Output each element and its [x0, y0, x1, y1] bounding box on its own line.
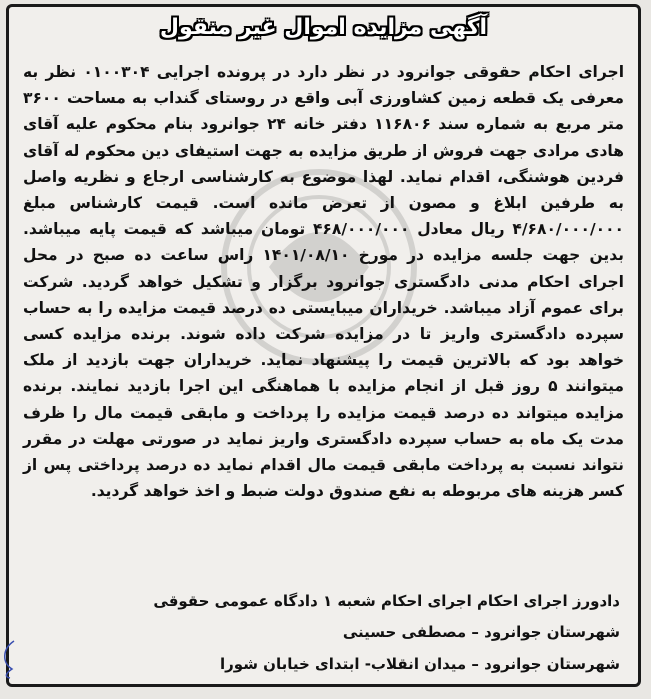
signature-line-1: دادورز اجرای احکام اجرای احکام شعبه ۱ دادگاه عمومی حقوقی: [153, 592, 620, 610]
notice-frame: [6, 4, 641, 687]
notice-title: آگهی مزایده اموال غیر منقول: [159, 15, 488, 40]
notice-header: [9, 13, 638, 42]
notice-body: اجرای احکام حقوقی جوانرود در نظر دارد در پرونده اجرایی ۰۱۰۰۳۰۴ نظر به معرفی یک قطعه زمین کشاورزی آبی واقع در روستای گنداب به مساحت ۳۶۰۰ متر مربع به شماره سند ۱۱۶۸۰۶ دفتر خانه ۲۴ جوانرود بنام محکوم علیه آقای هادی مرادی جهت فروش از طریق مزایده به جهت استیفای دین محکوم له آقای فردین هوشنگی، اقدام نماید. لهذا موضوع به کارشناسی ارجاع و نظریه واصل به طرفین ابلاغ و مصون از تعرض مانده است. قیمت کارشناس مبلغ ۴/۶۸۰/۰۰۰/۰۰۰ ریال معادل ۴۶۸/۰۰۰/۰۰۰ تومان میباشد که قیمت پایه میباشد. بدین جهت جلسه مزایده در مورخ ۱۴۰۱/۰۸/۱۰ راس ساعت ده صبح در محل اجرای احکام مدنی دادگستری جوانرود برگزار و تشکیل خواهد گردید. شرکت برای عموم آزاد میباشد. خریداران میبایستی ده درصد قیمت مزایده را به حساب سپرده دادگستری واریز تا در مزایده شرکت داده شوند. برنده مزایده کسی خواهد بود که بالاترین قیمت را پیشنهاد نماید. خریداران جهت بازدید از ملک میتوانند ۵ روز قبل از انجام مزایده با هماهنگی این اجرا بازدید نمایند. برنده مزایده میتواند ده درصد قیمت مزایده را پرداخت و مابقی قیمت مال را ظرف مدت یک ماه به حساب سپرده دادگستری واریز نماید در صورتی مهلت در مقرر نتواند نسبت به پرداخت مابقی قیمت مال اقدام نماید ده درصد پرداختی پس از کسر هزینه های مربوطه به نفع صندوق دولت ضبط و اخذ خواهد گردید.: [23, 63, 625, 501]
signature-line-2: شهرستان جوانرود – مصطفی حسینی: [342, 623, 620, 641]
signature-line-3: شهرستان جوانرود – میدان انقلاب- ابتدای خیابان شورا: [220, 655, 620, 673]
